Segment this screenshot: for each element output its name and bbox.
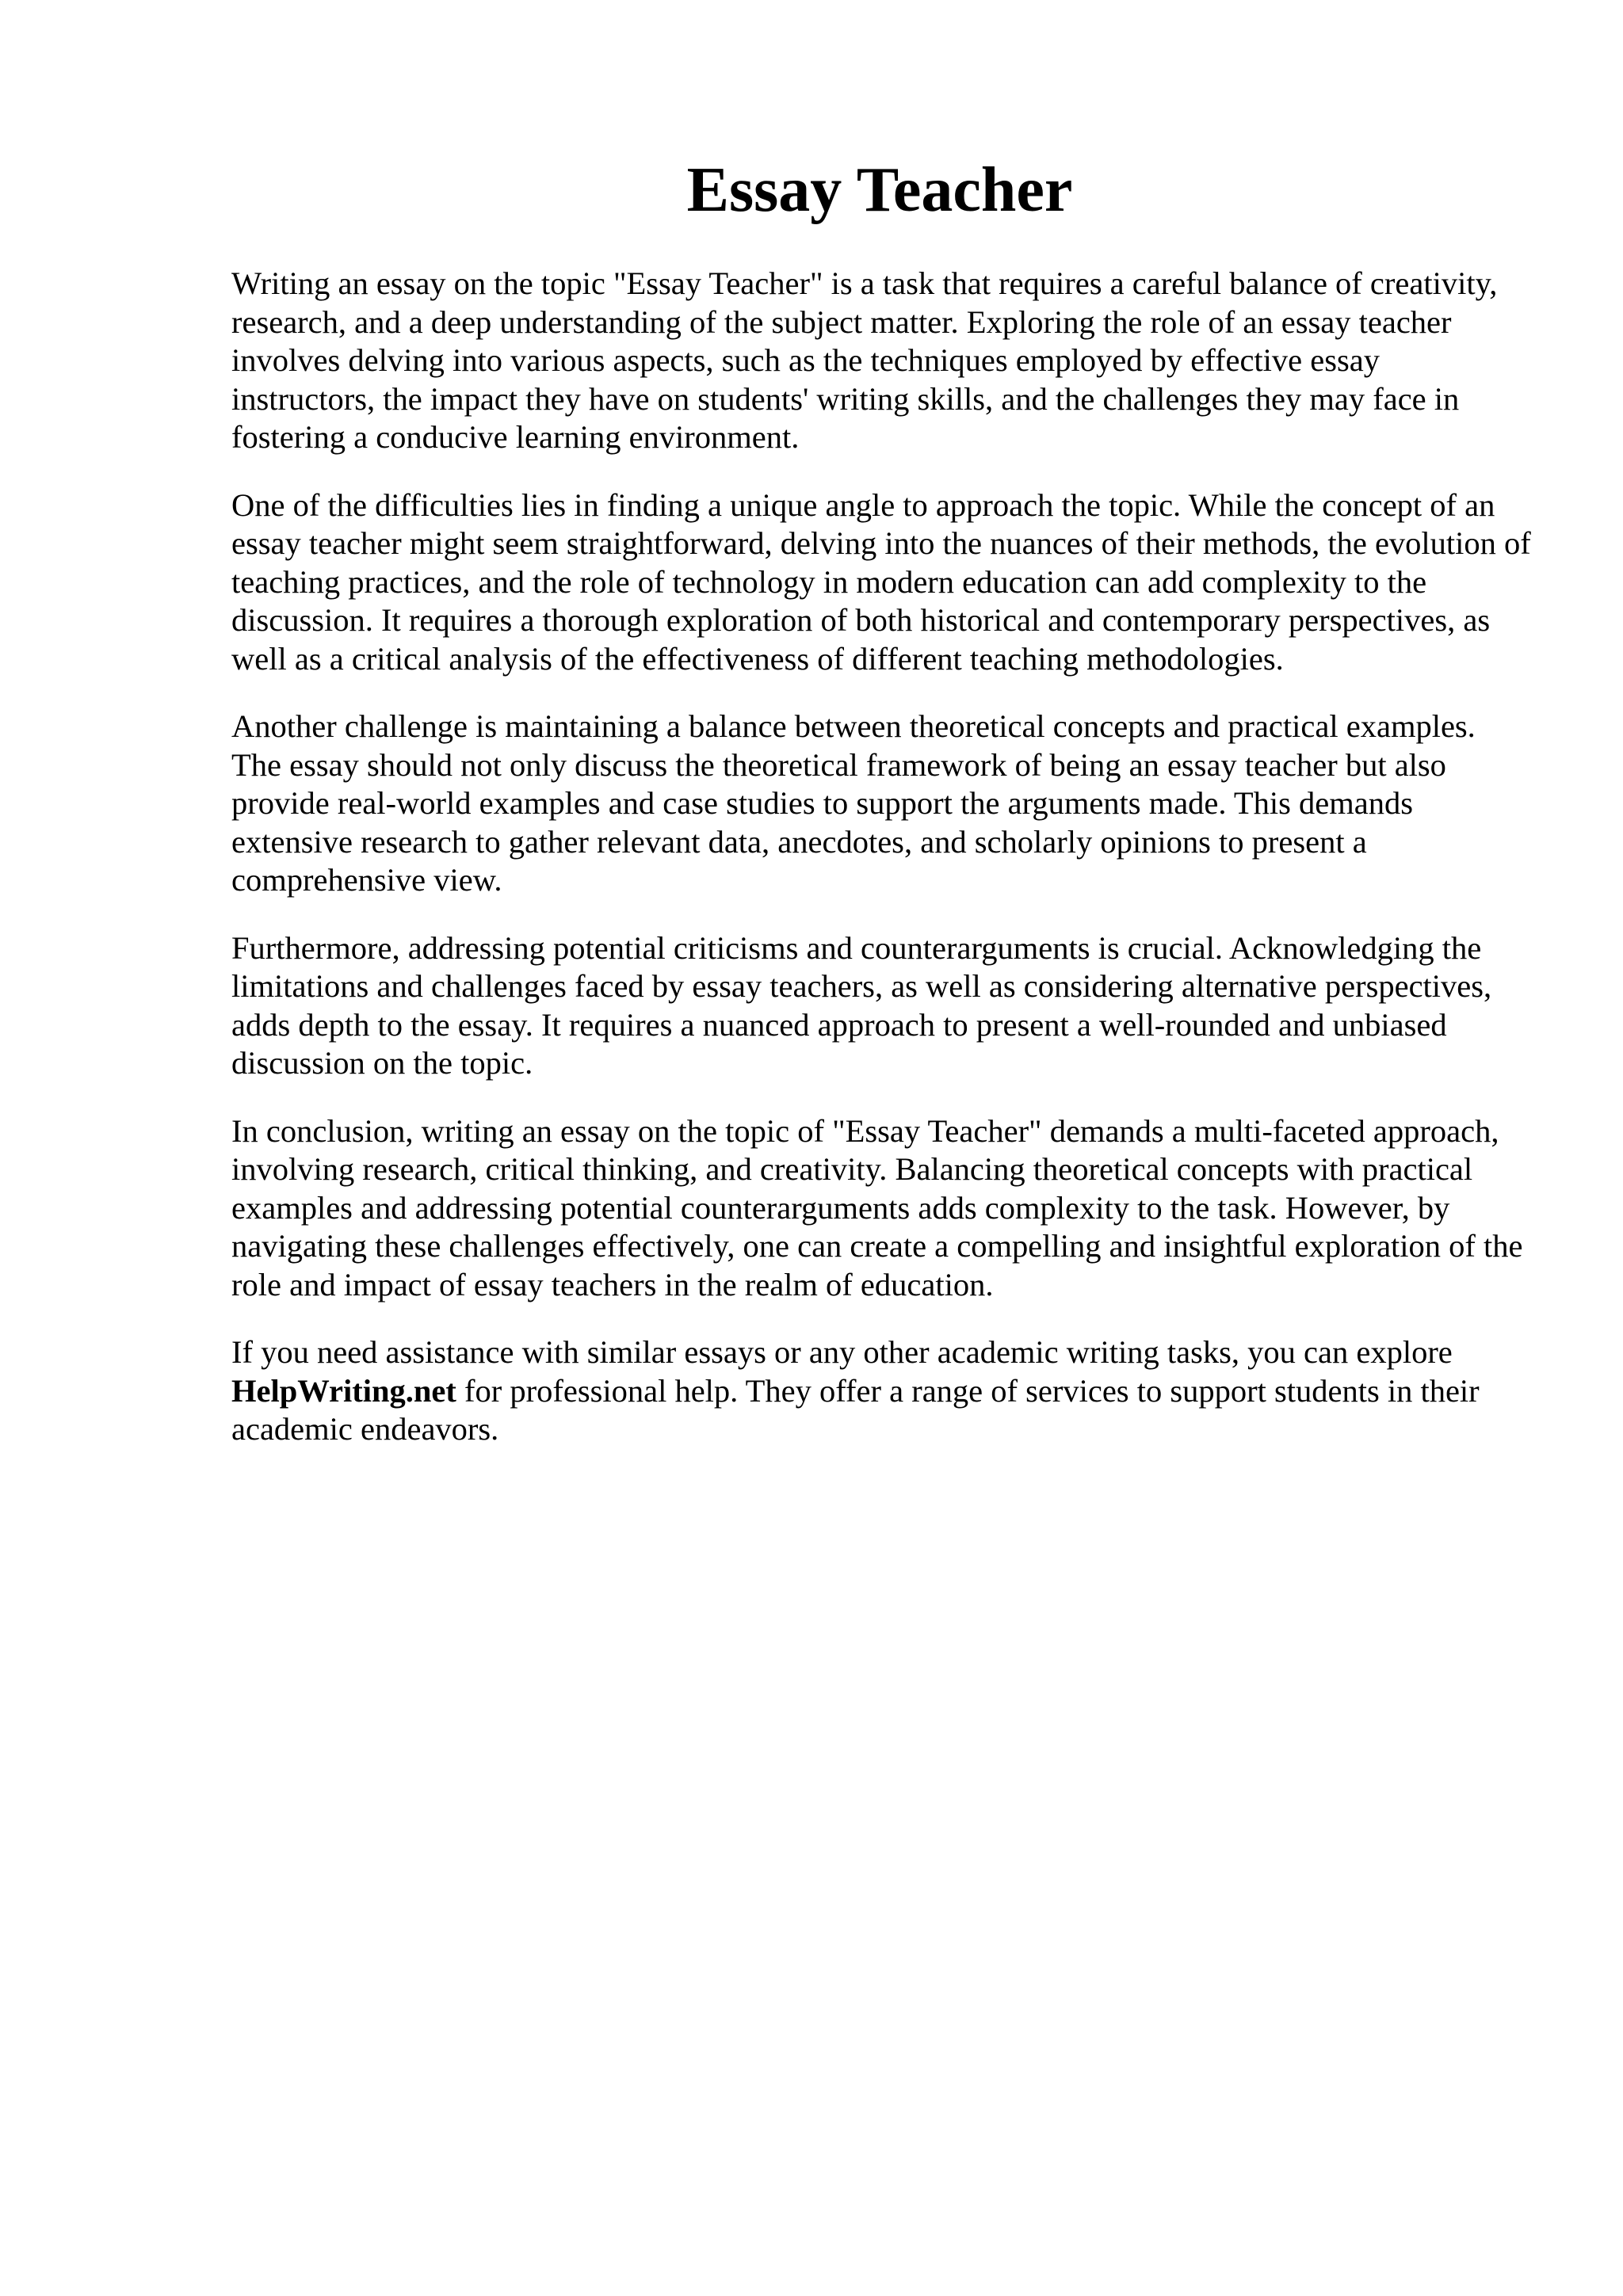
closing-text-after: for professional help. They offer a range of services to support students in their academic endeavors. [231,1372,1480,1447]
helpwriting-link[interactable]: HelpWriting.net [231,1372,456,1409]
paragraph-2: One of the difficulties lies in finding a unique angle to approach the topic. While the concept of an essay teacher might seem straightforward, delving into the nuances of their methods, the evolution of teaching practices, and the role of technology in modern education can add complexity to the discussion. It requires a thorough exploration of both historical and contemporary perspectives, as well as a critical analysis of the effectiveness of different teaching methodologies. [231,486,1531,677]
paragraph-1: Writing an essay on the topic "Essay Teacher" is a task that requires a careful balance of creativity, research, and a deep understanding of the subject matter. Exploring the role of an essay teacher involves delving into various aspects, such as the techniques employed by effective essay instructors, the impact they have on students' writing skills, and the challenges they may face in fostering a conducive learning environment. [231,265,1498,455]
paragraph-3: Another challenge is maintaining a balance between theoretical concepts and practical examples. The essay should not only discuss the theoretical framework of being an essay teacher but also provide real-world examples and case studies to support the arguments made. This demands extensive research to gather relevant data, anecdotes, and scholarly opinions to present a comprehensive view. [231,708,1476,898]
essay-body [231,265,1531,1478]
paragraph-5: In conclusion, writing an essay on the topic of "Essay Teacher" demands a multi-faceted approach, involving research, critical thinking, and creativity. Balancing theoretical concepts with practical examples and addressing potential counterarguments adds complexity to the task. However, by navigating these challenges effectively, one can create a compelling and insightful exploration of the role and impact of essay teachers in the realm of education. [231,1112,1523,1302]
paragraph-4: Furthermore, addressing potential criticisms and counterarguments is crucial. Acknowledging the limitations and challenges faced by essay teachers, as well as considering alternative perspectives, adds depth to the essay. It requires a nuanced approach to present a well-rounded and unbiased discussion on the topic. [231,929,1492,1081]
closing-text-before: If you need assistance with similar essays or any other academic writing tasks, you can explore [231,1334,1453,1370]
closing-paragraph [231,1333,1531,1449]
page-title: Essay Teacher [686,155,1073,225]
